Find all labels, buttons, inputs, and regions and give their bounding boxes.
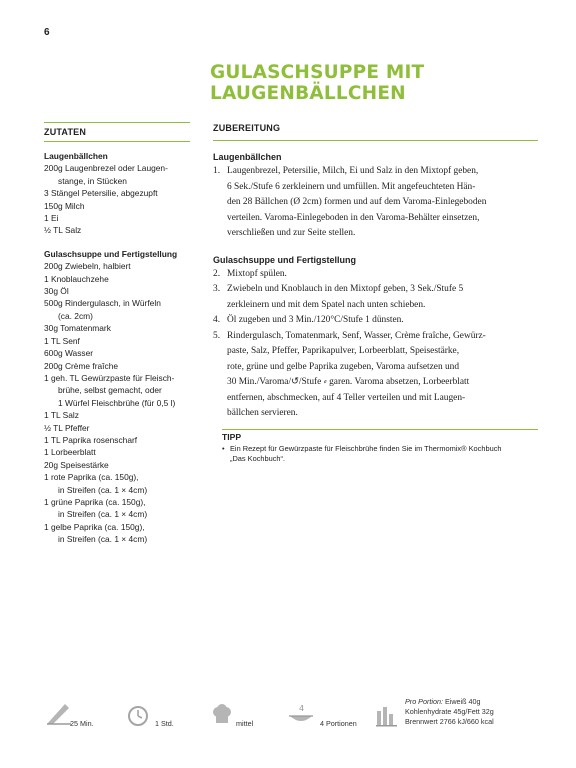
ingredient-line: ½ TL Salz <box>44 225 82 236</box>
ingredient-line: 150g Milch <box>44 200 85 211</box>
ingredients-list <box>44 150 194 546</box>
ingredient-line: 1 rote Paprika (ca. 150g), <box>44 472 139 483</box>
ingredient-line: 1 TL Salz <box>44 410 79 421</box>
ingredient-line: 1 Knoblauchzehe <box>44 273 109 284</box>
step-line: 30 Min./Varoma/↺/Stufe ⸗ garen. Varoma absetzen, Lorbeerblatt <box>227 377 470 387</box>
total-time: 1 Std. <box>155 719 174 728</box>
step-text <box>227 313 538 329</box>
ingredient-line: 20g Speisestärke <box>44 459 109 470</box>
ingredient-line: 500g Rindergulasch, in Würfeln <box>44 298 161 309</box>
recipe-title <box>210 62 550 104</box>
ingredient-line: 1 Ei <box>44 213 59 224</box>
tip-text <box>222 444 538 464</box>
preparation-step <box>213 267 538 283</box>
step-text <box>227 282 538 313</box>
ingredient-line: 1 grüne Paprika (ca. 150g), <box>44 496 146 507</box>
nutrition-protein: Eiweiß 40g <box>442 697 481 706</box>
step-line: verschließen und zur Seite stellen. <box>227 228 356 238</box>
preparation-steps <box>213 150 538 422</box>
difficulty: mittel <box>236 719 254 728</box>
ingredient-line: stange, in Stücken <box>58 175 127 186</box>
tip-label: TIPP <box>222 432 242 442</box>
step-number: 1. <box>213 166 221 176</box>
step-line: Mixtopf spülen. <box>227 268 287 279</box>
step-line: 6 Sek./Stufe 6 zerkleinern und umfüllen. Mit angefeuchteten Hän- <box>227 181 476 192</box>
step-line: Laugenbrezel, Petersilie, Milch, Ei und Salz in den Mixtopf geben, <box>227 166 479 176</box>
preparation-header: ZUBEREITUNG <box>213 123 281 133</box>
ingredient-line: 1 gelbe Paprika (ca. 150g), <box>44 521 145 532</box>
prep-time: 25 Min. <box>70 719 94 728</box>
ingredient-line: 200g Crème fraîche <box>44 360 119 371</box>
ingredient-line: 1 Lorbeerblatt <box>44 447 96 458</box>
knife-icon <box>45 700 73 731</box>
ingredients-rule-bottom <box>44 141 190 142</box>
step-line: zerkleinern und mit dem Spatel nach unten schieben. <box>227 299 426 310</box>
recipe-title-line-2: LAUGENBÄLLCHEN <box>210 83 406 104</box>
preparation-rule <box>213 140 538 141</box>
step-line: rote, grüne und gelbe Paprika zugeben, Varoma aufsetzen und <box>227 361 460 372</box>
preparation-step <box>213 313 538 329</box>
preparation-step <box>213 164 538 242</box>
step-number: 5. <box>213 330 221 341</box>
ingredient-group-title: Laugenbällchen <box>44 151 108 161</box>
ingredient-line: 200g Laugenbrezel oder Laugen- <box>44 163 168 174</box>
step-line: den 28 Bällchen (Ø 2cm) formen und auf dem Varoma-Einlegeboden <box>227 197 487 207</box>
ingredient-line: in Streifen (ca. 1 × 4cm) <box>58 534 148 545</box>
ingredient-line: 3 Stängel Petersilie, abgezupft <box>44 188 158 199</box>
portions: 4 Portionen <box>320 719 357 728</box>
bar-chart-icon <box>376 703 398 732</box>
nutrition-info <box>405 697 494 727</box>
step-number: 2. <box>213 268 221 279</box>
step-text <box>227 329 538 422</box>
step-number: 4. <box>213 315 221 325</box>
step-line: paste, Salz, Pfeffer, Paprikapulver, Lorbeerblatt, Speisestärke, <box>227 346 460 356</box>
ingredient-group-title: Gulaschsuppe und Fertigstellung <box>44 248 178 259</box>
nutrition-carbs-fat: Kohlenhydrate 45g/Fett 32g <box>405 707 494 716</box>
step-line: verteilen. Varoma-Einlegeboden in den Varoma-Behälter einsetzen, <box>227 212 480 223</box>
step-line: Rindergulasch, Tomatenmark, Senf, Wasser, Crème fraîche, Gewürz- <box>227 330 486 341</box>
ingredients-rule-top <box>44 122 190 123</box>
ingredient-line: in Streifen (ca. 1 × 4cm) <box>58 509 148 520</box>
tip-bullet: • <box>222 444 225 453</box>
step-line: bällchen servieren. <box>227 408 298 418</box>
tip-line-1: Ein Rezept für Gewürzpaste für Fleischbrühe finden Sie im Thermomix® Kochbuch <box>230 444 502 453</box>
ingredient-line: 1 geh. TL Gewürzpaste für Fleisch- <box>44 372 175 383</box>
recipe-title-line-1: GULASCHSUPPE MIT <box>210 62 425 83</box>
step-line: entfernen, abschmecken, auf 4 Teller verteilen und mit Laugen- <box>227 392 466 403</box>
plate-icon <box>288 702 314 731</box>
ingredient-line: 600g Wasser <box>44 348 94 359</box>
step-line: Zwiebeln und Knoblauch in den Mixtopf geben, 3 Sek./Stufe 5 <box>227 284 464 294</box>
nutrition-label: Pro Portion: <box>405 697 443 706</box>
step-line: Öl zugeben und 3 Min./120°C/Stufe 1 dünsten. <box>227 315 404 325</box>
ingredient-group-gulaschsuppe <box>44 260 194 545</box>
ingredient-line: 30g Öl <box>44 286 69 297</box>
step-text <box>227 267 538 283</box>
ingredient-line: 30g Tomatenmark <box>44 323 111 334</box>
chef-hat-icon <box>210 703 234 732</box>
ingredient-line: (ca. 2cm) <box>58 310 93 321</box>
preparation-step <box>213 282 538 313</box>
ingredient-group-laugenbaellchen <box>44 162 194 236</box>
nutrition-energy: Brennwert 2766 kJ/660 kcal <box>405 717 494 726</box>
clock-icon <box>127 703 149 732</box>
tip-line-2: „Das Kochbuch“. <box>230 454 286 463</box>
ingredient-line: in Streifen (ca. 1 × 4cm) <box>58 484 148 495</box>
step-number: 3. <box>213 284 221 294</box>
preparation-section-title: Gulaschsuppe und Fertigstellung <box>213 254 357 265</box>
tip-box <box>222 432 538 464</box>
ingredients-header: ZUTATEN <box>44 127 87 137</box>
ingredient-line: 200g Zwiebeln, halbiert <box>44 261 131 272</box>
step-text <box>227 164 538 242</box>
tip-rule <box>222 429 538 430</box>
ingredient-line: brühe, selbst gemacht, oder <box>58 385 162 396</box>
ingredient-line: ½ TL Pfeffer <box>44 422 90 433</box>
ingredient-line: 1 TL Senf <box>44 335 80 346</box>
svg-text:4: 4 <box>299 704 305 713</box>
ingredient-line: 1 Würfel Fleischbrühe (für 0,5 l) <box>58 397 176 408</box>
page-number: 6 <box>44 27 50 38</box>
ingredient-line: 1 TL Paprika rosenscharf <box>44 434 138 445</box>
preparation-step <box>213 329 538 422</box>
preparation-section-title: Laugenbällchen <box>213 152 282 162</box>
